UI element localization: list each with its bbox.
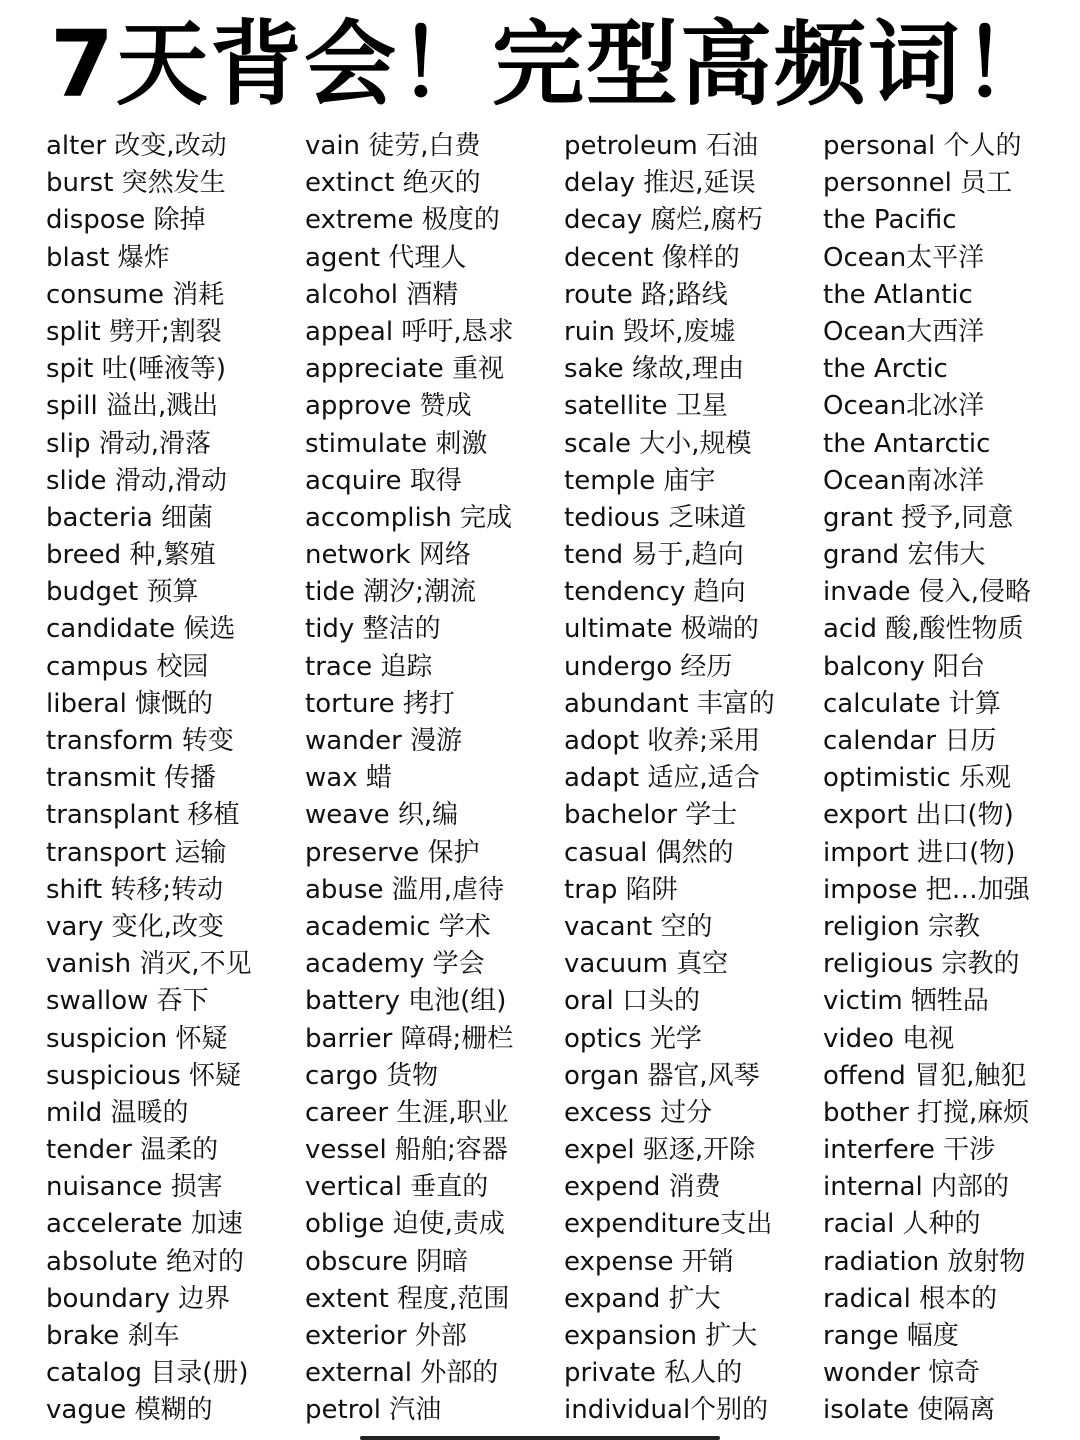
vocab-entry: video 电视 bbox=[823, 1023, 955, 1054]
vocab-entry: the Antarctic bbox=[823, 428, 991, 459]
vocab-entry: alter 改变,改动 bbox=[46, 131, 227, 161]
vocab-column-2 bbox=[305, 128, 564, 1430]
vocab-entry: isolate 使隔离 bbox=[823, 1395, 996, 1426]
vocab-entry: agent 代理人 bbox=[305, 242, 467, 273]
vocab-entry: victim 牺牲品 bbox=[823, 986, 989, 1017]
vocab-entry: route 路;路线 bbox=[564, 279, 728, 310]
vocab-entry: consume 消耗 bbox=[46, 279, 225, 310]
vocab-entry: individual个别的 bbox=[564, 1395, 769, 1426]
vocab-entry: transform 转变 bbox=[46, 726, 234, 756]
vocab-entry: stimulate 刺激 bbox=[305, 428, 488, 459]
vocab-entry: oral 口头的 bbox=[564, 986, 701, 1017]
vocab-entry: torture 拷打 bbox=[305, 688, 455, 719]
vocab-entry: acquire 取得 bbox=[305, 465, 462, 496]
vocab-entry: expand 扩大 bbox=[564, 1283, 721, 1314]
vocab-entry: weave 织,编 bbox=[305, 800, 459, 831]
vocab-entry: Ocean北冰洋 bbox=[823, 391, 985, 422]
vocab-entry: abuse 滥用,虐待 bbox=[305, 874, 504, 905]
vocab-entry: the Pacific bbox=[823, 205, 957, 236]
vocab-entry: vain 徒劳,白费 bbox=[305, 131, 481, 161]
vocab-entry: radical 根本的 bbox=[823, 1283, 998, 1314]
vocab-entry: barrier 障碍;栅栏 bbox=[305, 1023, 514, 1054]
vocab-entry: network 网络 bbox=[305, 540, 471, 571]
vocab-entry: adapt 适应,适合 bbox=[564, 763, 760, 794]
vocab-entry: slide 滑动,滑动 bbox=[46, 465, 228, 496]
vocab-entry: extinct 绝灭的 bbox=[305, 168, 481, 199]
vocab-entry: impose 把…加强 bbox=[823, 874, 1030, 905]
vocab-entry: tend 易于,趋向 bbox=[564, 540, 744, 571]
vocab-entry: abundant 丰富的 bbox=[564, 688, 775, 719]
vocab-entry: scale 大小,规模 bbox=[564, 428, 752, 459]
vocab-entry: appeal 呼吁,恳求 bbox=[305, 316, 514, 347]
vocab-entry: personnel 员工 bbox=[823, 168, 1013, 199]
vocab-entry: suspicious 怀疑 bbox=[46, 1060, 242, 1091]
vocab-entry: acid 酸,酸性物质 bbox=[823, 614, 1024, 645]
vocab-entry: undergo 经历 bbox=[564, 651, 733, 682]
vocab-entry: racial 人种的 bbox=[823, 1209, 981, 1240]
vocab-entry: expend 消费 bbox=[564, 1172, 721, 1203]
vocab-entry: balcony 阳台 bbox=[823, 651, 985, 682]
home-indicator bbox=[360, 1436, 720, 1440]
vocab-entry: wander 漫游 bbox=[305, 726, 463, 756]
vocab-entry: blast 爆炸 bbox=[46, 242, 170, 273]
vocab-entry: vacant 空的 bbox=[564, 911, 713, 942]
vocab-entry: petrol 汽油 bbox=[305, 1395, 442, 1426]
vocab-entry: tide 潮汐;潮流 bbox=[305, 577, 476, 608]
vocab-entry: academy 学会 bbox=[305, 949, 485, 980]
vocab-entry: wax 蜡 bbox=[305, 763, 392, 794]
vocab-entry: burst 突然发生 bbox=[46, 168, 226, 199]
vocab-entry: nuisance 损害 bbox=[46, 1172, 223, 1203]
vocab-entry: expansion 扩大 bbox=[564, 1321, 758, 1351]
vocab-entry: expense 开销 bbox=[564, 1246, 734, 1277]
vocab-entry: excess 过分 bbox=[564, 1097, 713, 1128]
vocab-entry: vary 变化,改变 bbox=[46, 911, 224, 942]
vocab-entry: campus 校园 bbox=[46, 651, 209, 682]
vocab-entry: swallow 吞下 bbox=[46, 986, 209, 1017]
vocab-entry: cargo 货物 bbox=[305, 1060, 439, 1091]
vocab-entry: career 生涯,职业 bbox=[305, 1097, 509, 1128]
vocab-entry: grant 授予,同意 bbox=[823, 502, 1014, 533]
vocab-entry: trap 陷阱 bbox=[564, 874, 678, 905]
vocab-entry: religion 宗教 bbox=[823, 911, 980, 942]
vocab-entry: spit 吐(唾液等) bbox=[46, 354, 227, 385]
vocabulary-grid bbox=[46, 128, 1080, 1430]
vocab-entry: liberal 慷慨的 bbox=[46, 688, 214, 719]
vocab-entry: offend 冒犯,触犯 bbox=[823, 1060, 1027, 1091]
vocab-entry: boundary 边界 bbox=[46, 1283, 231, 1314]
vocab-entry: ultimate 极端的 bbox=[564, 614, 759, 645]
vocab-entry: internal 内部的 bbox=[823, 1172, 1010, 1203]
vocab-entry: mild 温暖的 bbox=[46, 1097, 189, 1128]
vocab-entry: personal 个人的 bbox=[823, 131, 1022, 161]
vocab-entry: delay 推迟,延误 bbox=[564, 168, 756, 199]
vocab-entry: optimistic 乐观 bbox=[823, 763, 1011, 794]
vocab-entry: brake 刹车 bbox=[46, 1321, 180, 1351]
vocab-entry: tendency 趋向 bbox=[564, 577, 746, 608]
vocab-entry: exterior 外部 bbox=[305, 1321, 467, 1351]
vocab-entry: oblige 迫使,责成 bbox=[305, 1209, 505, 1240]
vocab-entry: expel 驱逐,开除 bbox=[564, 1135, 756, 1166]
vocab-entry: optics 光学 bbox=[564, 1023, 702, 1054]
vocab-entry: extreme 极度的 bbox=[305, 205, 500, 236]
vocab-entry: breed 种,繁殖 bbox=[46, 540, 216, 571]
vocab-entry: trace 追踪 bbox=[305, 651, 433, 682]
vocab-entry: preserve 保护 bbox=[305, 837, 480, 868]
vocab-entry: vanish 消灭,不见 bbox=[46, 949, 252, 980]
vocab-entry: approve 赞成 bbox=[305, 391, 472, 422]
page-title: 7天背会！完型高频词！ bbox=[50, 11, 1057, 118]
vocab-entry: Ocean南冰洋 bbox=[823, 465, 985, 496]
vocab-column-1 bbox=[46, 128, 305, 1430]
vocab-entry: Ocean大西洋 bbox=[823, 316, 985, 347]
vocab-entry: obscure 阴暗 bbox=[305, 1246, 469, 1277]
vocab-entry: grand 宏伟大 bbox=[823, 540, 986, 571]
vocab-entry: radiation 放射物 bbox=[823, 1246, 1026, 1277]
vocab-entry: private 私人的 bbox=[564, 1358, 743, 1389]
vocab-entry: budget 预算 bbox=[46, 577, 199, 608]
vocab-column-3 bbox=[564, 128, 823, 1430]
vocab-entry: religious 宗教的 bbox=[823, 949, 1020, 980]
vocab-entry: range 幅度 bbox=[823, 1321, 959, 1351]
vocab-entry: tidy 整洁的 bbox=[305, 614, 441, 645]
vocab-entry: the Arctic bbox=[823, 354, 948, 385]
vocab-entry: invade 侵入,侵略 bbox=[823, 577, 1032, 608]
vocab-entry: split 劈开;割裂 bbox=[46, 316, 222, 347]
vocab-entry: transmit 传播 bbox=[46, 763, 216, 794]
vocab-entry: accelerate 加速 bbox=[46, 1209, 243, 1240]
vocab-entry: the Atlantic bbox=[823, 279, 973, 310]
vocab-entry: export 出口(物) bbox=[823, 800, 1014, 831]
vocab-entry: external 外部的 bbox=[305, 1358, 499, 1389]
vocab-entry: ruin 毁坏,废墟 bbox=[564, 316, 736, 347]
vocab-entry: expenditure支出 bbox=[564, 1209, 773, 1240]
vocab-entry: calendar 日历 bbox=[823, 726, 997, 756]
vocab-entry: academic 学术 bbox=[305, 911, 491, 942]
vocab-entry: appreciate 重视 bbox=[305, 354, 504, 385]
vocab-entry: organ 器官,风琴 bbox=[564, 1060, 760, 1091]
vocab-entry: transplant 移植 bbox=[46, 800, 240, 831]
vocab-entry: adopt 收养;采用 bbox=[564, 726, 761, 756]
vocab-entry: battery 电池(组) bbox=[305, 986, 507, 1017]
vocab-entry: vertical 垂直的 bbox=[305, 1172, 489, 1203]
vocab-entry: petroleum 石油 bbox=[564, 131, 759, 161]
vocab-entry: bacteria 细菌 bbox=[46, 502, 214, 533]
vocab-entry: slip 滑动,滑落 bbox=[46, 428, 212, 459]
vocab-entry: bachelor 学士 bbox=[564, 800, 738, 831]
vocab-entry: extent 程度,范围 bbox=[305, 1283, 510, 1314]
vocab-entry: calculate 计算 bbox=[823, 688, 1001, 719]
vocab-entry: wonder 惊奇 bbox=[823, 1358, 981, 1389]
vocab-entry: tedious 乏味道 bbox=[564, 502, 747, 533]
vocab-entry: catalog 目录(册) bbox=[46, 1358, 249, 1389]
vocab-entry: alcohol 酒精 bbox=[305, 279, 459, 310]
vocab-entry: decay 腐烂,腐朽 bbox=[564, 205, 763, 236]
vocab-entry: shift 转移;转动 bbox=[46, 874, 224, 905]
vocab-entry: sake 缘故,理由 bbox=[564, 354, 745, 385]
vocab-entry: accomplish 完成 bbox=[305, 502, 512, 533]
vocab-entry: vessel 船舶;容器 bbox=[305, 1135, 508, 1166]
vocab-entry: Ocean太平洋 bbox=[823, 242, 985, 273]
vocab-entry: suspicion 怀疑 bbox=[46, 1023, 228, 1054]
vocab-entry: import 进口(物) bbox=[823, 837, 1016, 868]
vocab-entry: vacuum 真空 bbox=[564, 949, 729, 980]
vocab-entry: vague 模糊的 bbox=[46, 1395, 213, 1426]
vocab-entry: absolute 绝对的 bbox=[46, 1246, 245, 1277]
vocab-entry: transport 运输 bbox=[46, 837, 227, 868]
vocab-entry: interfere 干涉 bbox=[823, 1135, 996, 1166]
vocab-entry: temple 庙宇 bbox=[564, 465, 716, 496]
vocab-entry: dispose 除掉 bbox=[46, 205, 206, 236]
vocab-entry: candidate 候选 bbox=[46, 614, 236, 645]
vocab-column-4 bbox=[823, 128, 1080, 1430]
vocab-entry: casual 偶然的 bbox=[564, 837, 734, 868]
vocab-entry: tender 温柔的 bbox=[46, 1135, 219, 1166]
vocab-entry: bother 打搅,麻烦 bbox=[823, 1097, 1030, 1128]
vocab-entry: decent 像样的 bbox=[564, 242, 740, 273]
vocab-entry: satellite 卫星 bbox=[564, 391, 728, 422]
vocab-entry: spill 溢出,溅出 bbox=[46, 391, 219, 422]
